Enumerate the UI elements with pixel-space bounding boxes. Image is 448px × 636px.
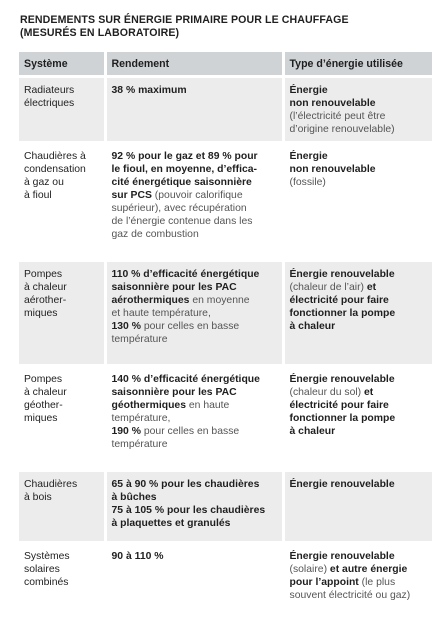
cell-line	[112, 386, 277, 399]
cell-line	[290, 386, 428, 399]
cell-text: saisonnière pour les PAC	[111, 387, 237, 398]
cell-line	[290, 320, 428, 333]
cell-text: fonctionner la pompe	[289, 413, 396, 424]
cell-line	[112, 491, 277, 504]
cell-text: à chaleur	[289, 321, 336, 332]
cell-rendement	[105, 471, 283, 543]
cell-text: saisonnière pour les PAC	[111, 282, 237, 293]
cell-text: en haute	[185, 400, 230, 411]
cell-text: 110 % d’efficacité énergétique	[111, 269, 260, 280]
cell-line	[112, 268, 277, 281]
cell-line: combinés	[24, 577, 69, 588]
table-row-pac-geothermiques	[19, 366, 432, 471]
cell-line: Systèmes	[24, 551, 70, 562]
cell-line	[290, 412, 428, 425]
cell-line: à chaleur	[24, 387, 67, 398]
cell-line	[112, 150, 277, 163]
cell-text: à chaleur	[289, 426, 336, 437]
cell-line	[290, 123, 428, 136]
cell-system	[19, 261, 105, 366]
cell-text: de l’énergie contenue dans les	[111, 216, 253, 227]
cell-text: (l’électricité peut être	[289, 111, 386, 122]
cell-line: à fioul	[24, 190, 52, 201]
cell-system	[19, 143, 105, 261]
cell-line	[290, 294, 428, 307]
cell-text: fonctionner la pompe	[289, 308, 396, 319]
cell-system	[19, 471, 105, 543]
cell-line	[112, 163, 277, 176]
cell-line	[290, 373, 428, 386]
cell-line	[290, 589, 428, 602]
cell-line	[112, 176, 277, 189]
cell-line	[290, 176, 428, 189]
cell-text: (chaleur du sol)	[289, 387, 362, 398]
cell-text: (chaleur de l’air)	[289, 282, 364, 293]
cell-line	[290, 97, 428, 110]
document-title	[20, 14, 430, 40]
cell-system	[19, 543, 105, 613]
cell-line	[112, 202, 277, 215]
cell-rendement	[105, 543, 283, 613]
cell-line: solaires	[24, 564, 60, 575]
cell-line	[290, 163, 428, 176]
cell-energie	[283, 77, 432, 143]
title-line-2: (MESURÉS EN LABORATOIRE)	[20, 27, 180, 39]
cell-text: pour celles en basse	[140, 321, 240, 332]
cell-line: miques	[24, 413, 58, 424]
cell-text: et	[361, 387, 374, 398]
cell-text: et autre énergie	[327, 564, 408, 575]
cell-energie	[283, 261, 432, 366]
cell-text: 190 %	[111, 426, 141, 437]
table-row-radiateurs	[19, 77, 432, 143]
cell-text: et haute température,	[111, 308, 211, 319]
cell-line	[112, 84, 277, 97]
cell-system	[19, 77, 105, 143]
cell-line	[112, 399, 277, 412]
cell-line	[112, 438, 277, 451]
cell-text: 130 %	[111, 321, 141, 332]
cell-rendement	[105, 261, 283, 366]
cell-line	[290, 550, 428, 563]
cell-line	[112, 307, 277, 320]
cell-line: à gaz ou	[24, 177, 64, 188]
cell-text: 38 % maximum	[111, 85, 187, 96]
cell-energie	[283, 471, 432, 543]
cell-line	[290, 478, 428, 491]
cell-text: non renouvelable	[289, 164, 376, 175]
header-rendement: Rendement	[105, 52, 283, 77]
cell-line	[290, 281, 428, 294]
header-energie: Type d’énergie utilisée	[283, 52, 432, 77]
cell-text: température	[111, 439, 168, 450]
cell-text: à bûches	[111, 492, 157, 503]
cell-text: (solaire)	[289, 564, 328, 575]
cell-text: gaz de combustion	[111, 229, 199, 240]
cell-text: 65 à 90 % pour les chaudières	[111, 479, 260, 490]
cell-text: géothermiques	[111, 400, 186, 411]
title-line-1: RENDEMENTS SUR ÉNERGIE PRIMAIRE POUR LE CHAUFFAGE	[20, 14, 349, 26]
cell-line	[290, 399, 428, 412]
cell-line	[290, 563, 428, 576]
cell-line	[290, 110, 428, 123]
cell-line: à bois	[24, 492, 52, 503]
cell-line	[290, 576, 428, 589]
cell-line	[112, 517, 277, 530]
cell-text: (fossile)	[289, 177, 326, 188]
cell-text: cité énergétique saisonnière	[111, 177, 252, 188]
cell-line	[112, 425, 277, 438]
cell-system	[19, 366, 105, 471]
cell-text: Énergie renouvelable	[289, 374, 395, 385]
cell-line	[112, 228, 277, 241]
table-header-row	[19, 52, 432, 77]
cell-text: Énergie renouvelable	[289, 551, 395, 562]
cell-line	[112, 189, 277, 202]
cell-rendement	[105, 77, 283, 143]
cell-text: 92 % pour le gaz et 89 % pour	[111, 151, 258, 162]
cell-text: souvent électricité ou gaz)	[289, 590, 411, 601]
cell-text: électricité pour faire	[289, 400, 389, 411]
cell-line	[290, 84, 428, 97]
cell-line	[112, 215, 277, 228]
cell-text: sur PCS	[111, 190, 152, 201]
cell-line	[112, 294, 277, 307]
cell-line: Pompes	[24, 374, 63, 385]
efficiency-table	[19, 52, 432, 614]
cell-line	[290, 307, 428, 320]
cell-line	[290, 150, 428, 163]
cell-text: électricité pour faire	[289, 295, 389, 306]
cell-text: température	[111, 334, 168, 345]
cell-text: aérothermiques	[111, 295, 190, 306]
cell-text: à plaquettes et granulés	[111, 518, 231, 529]
cell-line: à chaleur	[24, 282, 67, 293]
cell-line: condensation	[24, 164, 86, 175]
cell-text: et	[364, 282, 377, 293]
cell-line	[112, 504, 277, 517]
cell-text: (le plus	[358, 577, 396, 588]
cell-rendement	[105, 366, 283, 471]
cell-text: température,	[111, 413, 171, 424]
table-row-chaudieres-bois	[19, 471, 432, 543]
cell-energie	[283, 143, 432, 261]
cell-text: pour celles en basse	[140, 426, 240, 437]
table-row-chaudieres-condensation	[19, 143, 432, 261]
cell-text: d’origine renouvelable)	[289, 124, 395, 135]
cell-line: Radiateurs	[24, 85, 75, 96]
cell-text: non renouvelable	[289, 98, 376, 109]
cell-text: en moyenne	[189, 295, 250, 306]
cell-line: Chaudières à	[24, 151, 86, 162]
cell-text: Énergie renouvelable	[289, 269, 395, 280]
cell-line: Chaudières	[24, 479, 78, 490]
cell-line: électriques	[24, 98, 75, 109]
cell-line	[112, 412, 277, 425]
cell-text: Énergie renouvelable	[289, 479, 395, 490]
cell-text: 90 à 110 %	[111, 551, 164, 562]
cell-text: 140 % d’efficacité énergétique	[111, 374, 260, 385]
cell-text: pour l’appoint	[289, 577, 359, 588]
table-row-systemes-solaires	[19, 543, 432, 613]
cell-line	[112, 281, 277, 294]
cell-text: 75 à 105 % pour les chaudières	[111, 505, 266, 516]
cell-line: Pompes	[24, 269, 63, 280]
header-systeme: Système	[19, 52, 105, 77]
cell-line	[112, 373, 277, 386]
cell-rendement	[105, 143, 283, 261]
table-row-pac-aerothermiques	[19, 261, 432, 366]
cell-text: Énergie	[289, 151, 328, 162]
cell-line: aérother-	[24, 295, 67, 306]
cell-line: miques	[24, 308, 58, 319]
cell-line	[290, 268, 428, 281]
cell-line: géother-	[24, 400, 63, 411]
cell-text: le fioul, en moyenne, d’effica-	[111, 164, 257, 175]
cell-text: (pouvoir calorifique	[151, 190, 243, 201]
cell-line	[112, 320, 277, 333]
cell-line	[112, 550, 277, 563]
cell-text: supérieur), avec récupération	[111, 203, 247, 214]
cell-line	[112, 478, 277, 491]
cell-text: Énergie	[289, 85, 328, 96]
cell-energie	[283, 366, 432, 471]
cell-line	[290, 425, 428, 438]
cell-energie	[283, 543, 432, 613]
cell-line	[112, 333, 277, 346]
